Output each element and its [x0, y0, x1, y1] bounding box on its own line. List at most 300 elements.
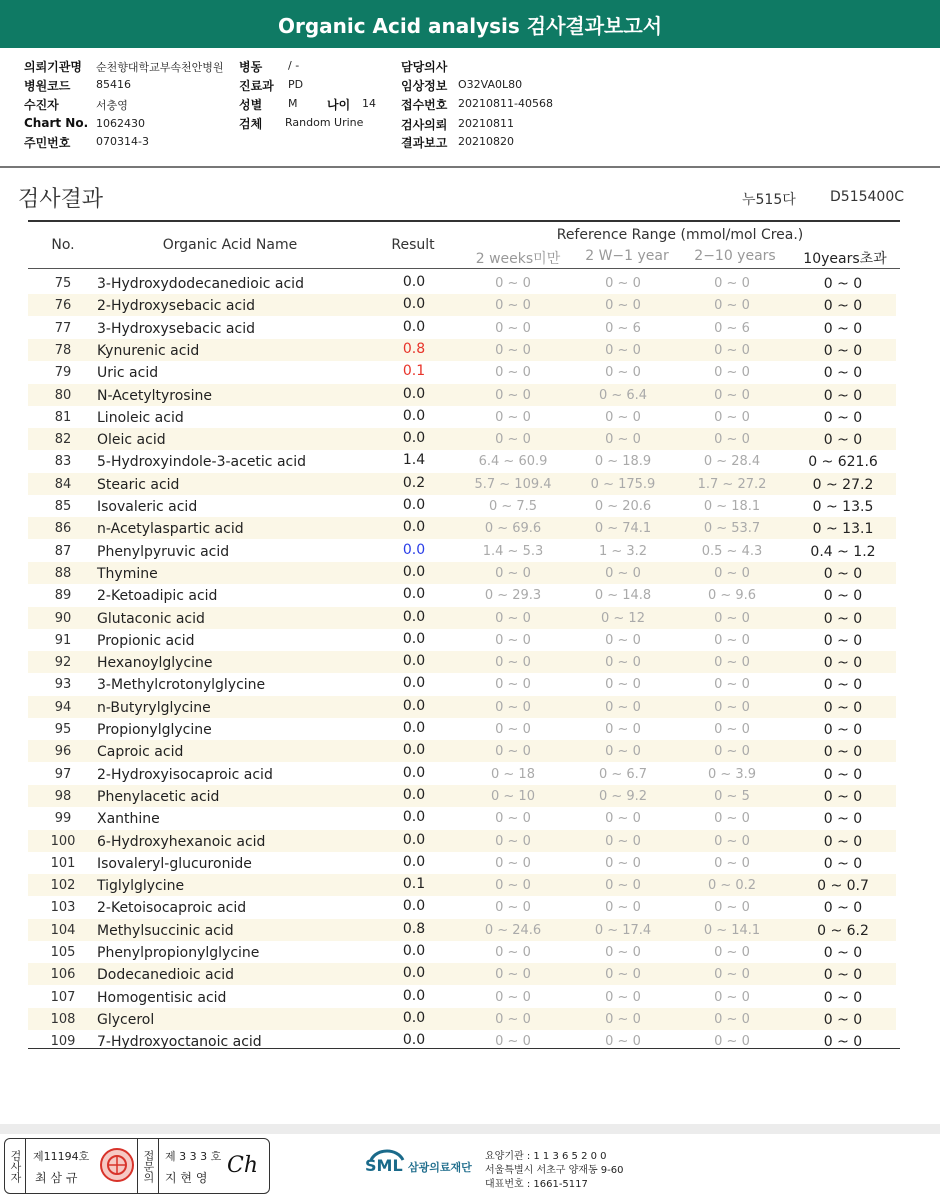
- table-row: [28, 673, 896, 695]
- reference-under-2-weeks: 0 ~ 0: [495, 566, 531, 581]
- table-row: [28, 450, 896, 472]
- reference-over-10-years: 0 ~ 0: [823, 298, 863, 314]
- hospital-code: 85416: [96, 78, 131, 91]
- signature-box: [4, 1138, 270, 1194]
- row-number: 100: [50, 834, 76, 849]
- reference-2-10-years: 0 ~ 6: [714, 321, 750, 336]
- reference-over-10-years: 0 ~ 0: [823, 856, 863, 872]
- reference-2-10-years: 0 ~ 0: [714, 722, 750, 737]
- acid-name: Propionylglycine: [97, 722, 212, 738]
- specimen: Random Urine: [285, 116, 364, 129]
- report-date: 20210820: [458, 135, 514, 148]
- reference-over-10-years: 0 ~ 0: [823, 388, 863, 404]
- row-number: 87: [54, 544, 72, 559]
- section-code-1: 누515다: [742, 192, 796, 208]
- result-value: 0.0: [402, 519, 426, 535]
- acid-name: 7-Hydroxyoctanoic acid: [97, 1034, 262, 1050]
- acid-name: 6-Hydroxyhexanoic acid: [97, 834, 266, 850]
- reference-under-2-weeks: 0 ~ 0: [495, 878, 531, 893]
- reference-under-2-weeks: 0 ~ 0: [495, 700, 531, 715]
- acid-name: 2-Ketoadipic acid: [97, 588, 218, 604]
- acid-name: Phenylpropionylglycine: [97, 945, 260, 961]
- row-number: 94: [54, 700, 72, 715]
- reference-2w-1-year: 0 ~ 12: [601, 611, 645, 626]
- reference-under-2-weeks: 0 ~ 29.3: [484, 588, 542, 603]
- reference-over-10-years: 0 ~ 0: [823, 744, 863, 760]
- row-number: 92: [54, 655, 72, 670]
- acid-name: Thymine: [97, 566, 158, 582]
- acid-name: 2-Hydroxysebacic acid: [97, 298, 255, 314]
- result-value: 0.0: [402, 898, 426, 914]
- reference-2-10-years: 0 ~ 0: [714, 655, 750, 670]
- table-row: [28, 919, 896, 941]
- reference-2w-1-year: 0 ~ 17.4: [594, 923, 652, 938]
- acid-name: Glutaconic acid: [97, 611, 205, 627]
- row-number: 77: [54, 321, 72, 336]
- result-value: 0.0: [402, 1010, 426, 1026]
- table-row: [28, 406, 896, 428]
- table-row: [28, 696, 896, 718]
- reference-2w-1-year: 0 ~ 0: [605, 655, 641, 670]
- row-number: 105: [50, 945, 76, 960]
- reference-2-10-years: 0 ~ 0: [714, 365, 750, 380]
- report-date-label: 결과보고: [401, 136, 448, 150]
- row-number: 99: [54, 811, 72, 826]
- reference-under-2-weeks: 0 ~ 18: [491, 767, 535, 782]
- table-row: [28, 1008, 896, 1030]
- row-number: 107: [50, 990, 76, 1005]
- acid-name: Stearic acid: [97, 477, 180, 493]
- chart-no: 1062430: [96, 117, 145, 130]
- row-number: 108: [50, 1012, 76, 1027]
- patient-info: [0, 48, 940, 168]
- reviewer-signature: Ch: [227, 1153, 259, 1178]
- department: PD: [288, 78, 304, 91]
- table-row: [28, 651, 896, 673]
- result-value: 0.0: [402, 832, 426, 848]
- table-row: [28, 986, 896, 1008]
- table-row: [28, 785, 896, 807]
- reference-over-10-years: 0 ~ 0: [823, 365, 863, 381]
- reference-under-2-weeks: 0 ~ 0: [495, 276, 531, 291]
- checker-name: 최 삼 규: [35, 1171, 78, 1185]
- reference-2w-1-year: 0 ~ 0: [605, 677, 641, 692]
- reference-over-10-years: 0 ~ 0: [823, 633, 863, 649]
- reference-2-10-years: 0 ~ 14.1: [703, 923, 761, 938]
- row-number: 109: [50, 1034, 76, 1049]
- reference-2-10-years: 0 ~ 0: [714, 811, 750, 826]
- reference-2-10-years: 0 ~ 0: [714, 744, 750, 759]
- reference-over-10-years: 0 ~ 0: [823, 789, 863, 805]
- reference-under-2-weeks: 0 ~ 0: [495, 967, 531, 982]
- reference-2-10-years: 0 ~ 5: [714, 789, 750, 804]
- acid-name: n-Butyrylglycine: [97, 700, 211, 716]
- table-row: [28, 763, 896, 785]
- acid-name: 3-Methylcrotonylglycine: [97, 677, 266, 693]
- result-value: 0.0: [402, 787, 426, 803]
- reference-2w-1-year: 1 ~ 3.2: [598, 544, 648, 559]
- table-row: [28, 740, 896, 762]
- specimen-label: 검체: [239, 117, 263, 131]
- row-number: 75: [54, 276, 72, 291]
- row-number: 90: [54, 611, 72, 626]
- reference-over-10-years: 0 ~ 6.2: [817, 923, 869, 939]
- request-date-label: 검사의뢰: [401, 118, 448, 132]
- patient-name: 서충영: [96, 99, 128, 112]
- result-value: 0.0: [402, 943, 426, 959]
- table-row: [28, 629, 896, 651]
- reference-over-10-years: 0 ~ 27.2: [812, 477, 874, 493]
- result-value: 0.0: [402, 720, 426, 736]
- result-value: 0.8: [402, 341, 426, 357]
- table-row: [28, 294, 896, 316]
- row-number: 80: [54, 388, 72, 403]
- acid-name: n-Acetylaspartic acid: [97, 521, 244, 537]
- table-row: [28, 317, 896, 339]
- reference-under-2-weeks: 0 ~ 24.6: [484, 923, 542, 938]
- reference-over-10-years: 0 ~ 0: [823, 900, 863, 916]
- result-value: 0.0: [402, 430, 426, 446]
- row-number: 85: [54, 499, 72, 514]
- reference-2w-1-year: 0 ~ 175.9: [590, 477, 656, 492]
- reference-over-10-years: 0 ~ 0: [823, 1012, 863, 1028]
- reference-2w-1-year: 0 ~ 6.7: [598, 767, 648, 782]
- reference-2w-1-year: 0 ~ 6.4: [598, 388, 648, 403]
- row-number: 86: [54, 521, 72, 536]
- acid-name: Uric acid: [97, 365, 159, 381]
- hospital-code-label: 병원코드: [24, 79, 71, 93]
- reference-under-2-weeks: 5.7 ~ 109.4: [474, 477, 552, 492]
- reference-over-10-years: 0 ~ 0: [823, 811, 863, 827]
- sex: M: [288, 97, 298, 110]
- reviewer-no: 제 3 3 3 호: [165, 1150, 222, 1163]
- result-value: 0.0: [402, 809, 426, 825]
- id-no-label: 주민번호: [24, 136, 71, 150]
- patient-label: 수진자: [24, 98, 59, 112]
- reference-2w-1-year: 0 ~ 0: [605, 1012, 641, 1027]
- acid-name: Isovaleric acid: [97, 499, 198, 515]
- reference-2-10-years: 0 ~ 0.2: [707, 878, 757, 893]
- reference-2w-1-year: 0 ~ 0: [605, 1034, 641, 1049]
- id-no: 070314-3: [96, 135, 149, 148]
- section-code-2: D515400C: [830, 189, 904, 205]
- header-rule: [28, 268, 900, 269]
- acid-name: 3-Hydroxydodecanedioic acid: [97, 276, 304, 292]
- reference-2-10-years: 1.7 ~ 27.2: [697, 477, 767, 492]
- acid-name: Isovaleryl-glucuronide: [97, 856, 252, 872]
- reference-2w-1-year: 0 ~ 0: [605, 900, 641, 915]
- table-row: [28, 272, 896, 294]
- reference-over-10-years: 0 ~ 0: [823, 945, 863, 961]
- acid-name: Homogentisic acid: [97, 990, 227, 1006]
- row-number: 89: [54, 588, 72, 603]
- reference-2w-1-year: 0 ~ 6: [605, 321, 641, 336]
- table-row: [28, 361, 896, 383]
- reference-over-10-years: 0.4 ~ 1.2: [810, 544, 876, 560]
- acid-name: Tiglylglycine: [97, 878, 185, 894]
- reference-under-2-weeks: 0 ~ 0: [495, 388, 531, 403]
- reference-under-2-weeks: 0 ~ 0: [495, 365, 531, 380]
- reviewer-label: 접문의: [137, 1139, 159, 1193]
- acid-name: Dodecanedioic acid: [97, 967, 235, 983]
- reference-under-2-weeks: 0 ~ 0: [495, 677, 531, 692]
- reference-2-10-years: 0 ~ 0: [714, 388, 750, 403]
- reference-under-2-weeks: 1.4 ~ 5.3: [482, 544, 544, 559]
- row-number: 76: [54, 298, 72, 313]
- result-value: 0.1: [402, 876, 426, 892]
- row-number: 79: [54, 365, 72, 380]
- report-title: Organic Acid analysis 검사결과보고서: [0, 0, 940, 48]
- row-number: 78: [54, 343, 72, 358]
- reference-under-2-weeks: 0 ~ 10: [491, 789, 535, 804]
- org-address: 서울특별시 서초구 양재동 9-60: [485, 1165, 624, 1176]
- reference-2w-1-year: 0 ~ 0: [605, 566, 641, 581]
- reference-2-10-years: 0 ~ 0: [714, 1012, 750, 1027]
- table-row: [28, 718, 896, 740]
- result-value: 0.0: [402, 274, 426, 290]
- reference-2-10-years: 0 ~ 0: [714, 834, 750, 849]
- reference-over-10-years: 0 ~ 0: [823, 834, 863, 850]
- reference-2-10-years: 0 ~ 0: [714, 900, 750, 915]
- header-age-3: 2−10 years: [694, 248, 776, 264]
- reference-over-10-years: 0 ~ 0: [823, 722, 863, 738]
- table-bottom-rule: [28, 1048, 900, 1049]
- sml-logo-text: SML: [365, 1156, 403, 1175]
- row-number: 81: [54, 410, 72, 425]
- reference-2w-1-year: 0 ~ 18.9: [594, 454, 652, 469]
- reference-2-10-years: 0 ~ 9.6: [707, 588, 757, 603]
- reference-2-10-years: 0 ~ 0: [714, 633, 750, 648]
- reference-over-10-years: 0 ~ 0: [823, 700, 863, 716]
- reference-under-2-weeks: 0 ~ 0: [495, 990, 531, 1005]
- reference-over-10-years: 0 ~ 0: [823, 1034, 863, 1050]
- reference-2-10-years: 0 ~ 0: [714, 276, 750, 291]
- reference-under-2-weeks: 0 ~ 0: [495, 432, 531, 447]
- checker-seal-icon: [98, 1146, 136, 1184]
- reference-2w-1-year: 0 ~ 0: [605, 700, 641, 715]
- reference-2w-1-year: 0 ~ 9.2: [598, 789, 648, 804]
- result-value: 0.1: [402, 363, 426, 379]
- row-number: 82: [54, 432, 72, 447]
- reference-2w-1-year: 0 ~ 0: [605, 276, 641, 291]
- reference-over-10-years: 0 ~ 621.6: [808, 454, 878, 470]
- result-value: 0.0: [402, 609, 426, 625]
- reference-2w-1-year: 0 ~ 0: [605, 722, 641, 737]
- table-row: [28, 517, 896, 539]
- result-value: 0.0: [402, 296, 426, 312]
- reference-2-10-years: 0 ~ 0: [714, 566, 750, 581]
- table-row: [28, 428, 896, 450]
- acid-name: Phenylacetic acid: [97, 789, 220, 805]
- reference-2w-1-year: 0 ~ 0: [605, 432, 641, 447]
- reference-under-2-weeks: 0 ~ 0: [495, 655, 531, 670]
- result-value: 0.0: [402, 542, 426, 558]
- row-number: 95: [54, 722, 72, 737]
- header-result: Result: [391, 237, 435, 253]
- table-row: [28, 874, 896, 896]
- result-value: 0.0: [402, 564, 426, 580]
- reference-2-10-years: 0 ~ 18.1: [703, 499, 761, 514]
- result-value: 0.0: [402, 698, 426, 714]
- row-number: 101: [50, 856, 76, 871]
- reference-2-10-years: 0 ~ 0: [714, 700, 750, 715]
- reference-under-2-weeks: 0 ~ 0: [495, 410, 531, 425]
- reference-2-10-years: 0 ~ 0: [714, 677, 750, 692]
- reference-under-2-weeks: 0 ~ 0: [495, 856, 531, 871]
- row-number: 91: [54, 633, 72, 648]
- reference-2w-1-year: 0 ~ 0: [605, 878, 641, 893]
- reference-2w-1-year: 0 ~ 0: [605, 365, 641, 380]
- table-row: [28, 495, 896, 517]
- table-row: [28, 562, 896, 584]
- table-row: [28, 852, 896, 874]
- table-row: [28, 584, 896, 606]
- result-value: 0.0: [402, 653, 426, 669]
- reference-2w-1-year: 0 ~ 0: [605, 967, 641, 982]
- reference-over-10-years: 0 ~ 0: [823, 611, 863, 627]
- age-label: 나이: [327, 98, 351, 112]
- row-number: 102: [50, 878, 76, 893]
- table-row: [28, 807, 896, 829]
- result-value: 0.0: [402, 497, 426, 513]
- row-number: 104: [50, 923, 76, 938]
- table-top-rule: [28, 220, 900, 222]
- reference-under-2-weeks: 0 ~ 0: [495, 1034, 531, 1049]
- reference-2w-1-year: 0 ~ 0: [605, 834, 641, 849]
- reference-over-10-years: 0 ~ 0: [823, 432, 863, 448]
- reference-under-2-weeks: 0 ~ 0: [495, 321, 531, 336]
- reference-under-2-weeks: 0 ~ 0: [495, 633, 531, 648]
- reference-2w-1-year: 0 ~ 0: [605, 856, 641, 871]
- request-date: 20210811: [458, 117, 514, 130]
- reference-under-2-weeks: 0 ~ 0: [495, 811, 531, 826]
- reference-under-2-weeks: 0 ~ 0: [495, 744, 531, 759]
- reference-2-10-years: 0 ~ 0: [714, 990, 750, 1005]
- reference-under-2-weeks: 0 ~ 0: [495, 611, 531, 626]
- header-reference: Reference Range (mmol/mol Crea.): [556, 227, 804, 243]
- result-value: 0.0: [402, 988, 426, 1004]
- reference-2w-1-year: 0 ~ 0: [605, 633, 641, 648]
- table-row: [28, 941, 896, 963]
- acid-name: 2-Hydroxyisocaproic acid: [97, 767, 273, 783]
- reference-2-10-years: 0.5 ~ 4.3: [701, 544, 763, 559]
- requesting-institution: 순천향대학교부속천안병원: [96, 61, 224, 74]
- reference-2-10-years: 0 ~ 0: [714, 298, 750, 313]
- reference-under-2-weeks: 0 ~ 0: [495, 834, 531, 849]
- acid-name: Propionic acid: [97, 633, 195, 649]
- reference-2w-1-year: 0 ~ 0: [605, 343, 641, 358]
- reference-over-10-years: 0 ~ 13.1: [812, 521, 874, 537]
- age: 14: [362, 97, 376, 110]
- reference-2w-1-year: 0 ~ 0: [605, 410, 641, 425]
- acid-name: Hexanoylglycine: [97, 655, 213, 671]
- reference-2-10-years: 0 ~ 28.4: [703, 454, 761, 469]
- acid-name: Oleic acid: [97, 432, 166, 448]
- reference-under-2-weeks: 0 ~ 0: [495, 298, 531, 313]
- result-value: 0.0: [402, 1032, 426, 1048]
- acid-name: 5-Hydroxyindole-3-acetic acid: [97, 454, 307, 470]
- header-age-1: 2 weeks미만: [475, 251, 561, 267]
- reviewer-name: 지 현 영: [165, 1171, 208, 1185]
- reference-2-10-years: 0 ~ 0: [714, 1034, 750, 1049]
- acid-name: Caproic acid: [97, 744, 184, 760]
- result-value: 1.4: [402, 452, 426, 468]
- row-number: 96: [54, 744, 72, 759]
- reference-over-10-years: 0 ~ 0: [823, 990, 863, 1006]
- department-label: 진료과: [239, 79, 274, 93]
- table-row: [28, 540, 896, 562]
- result-value: 0.0: [402, 965, 426, 981]
- reference-2-10-years: 0 ~ 0: [714, 945, 750, 960]
- result-value: 0.2: [402, 475, 426, 491]
- acid-name: 2-Ketoisocaproic acid: [97, 900, 247, 916]
- reference-under-2-weeks: 0 ~ 0: [495, 343, 531, 358]
- header-name: Organic Acid Name: [162, 237, 298, 253]
- reference-over-10-years: 0 ~ 0: [823, 677, 863, 693]
- acid-name: Phenylpyruvic acid: [97, 544, 230, 560]
- table-row: [28, 896, 896, 918]
- reference-2w-1-year: 0 ~ 20.6: [594, 499, 652, 514]
- header-no: No.: [51, 237, 75, 253]
- header-age-4: 10years초과: [803, 251, 887, 267]
- reference-2w-1-year: 0 ~ 0: [605, 945, 641, 960]
- org-name: 삼광의료재단: [408, 1161, 472, 1174]
- requesting-institution-label: 의뢰기관명: [24, 60, 82, 74]
- acid-name: Glycerol: [97, 1012, 155, 1028]
- reference-2w-1-year: 0 ~ 0: [605, 990, 641, 1005]
- reference-over-10-years: 0 ~ 0: [823, 767, 863, 783]
- footer-divider: [0, 1124, 940, 1134]
- reference-over-10-years: 0 ~ 0: [823, 276, 863, 292]
- result-value: 0.0: [402, 408, 426, 424]
- institution-no: 요양기관 : 1 1 3 6 5 2 0 0: [485, 1151, 607, 1162]
- reference-over-10-years: 0 ~ 0: [823, 588, 863, 604]
- reference-under-2-weeks: 0 ~ 0: [495, 900, 531, 915]
- acid-name: N-Acetyltyrosine: [97, 388, 212, 404]
- result-value: 0.0: [402, 631, 426, 647]
- row-number: 84: [54, 477, 72, 492]
- reference-2-10-years: 0 ~ 0: [714, 967, 750, 982]
- reference-under-2-weeks: 0 ~ 0: [495, 1012, 531, 1027]
- result-value: 0.0: [402, 765, 426, 781]
- reference-over-10-years: 0 ~ 0: [823, 410, 863, 426]
- row-number: 88: [54, 566, 72, 581]
- reference-under-2-weeks: 0 ~ 0: [495, 945, 531, 960]
- reference-2-10-years: 0 ~ 0: [714, 611, 750, 626]
- ward-label: 병동: [239, 60, 263, 74]
- reference-over-10-years: 0 ~ 0: [823, 967, 863, 983]
- result-value: 0.8: [402, 921, 426, 937]
- chart-no-label: Chart No.: [24, 116, 89, 130]
- reference-under-2-weeks: 0 ~ 7.5: [488, 499, 538, 514]
- doctor-label: 담당의사: [401, 60, 448, 74]
- result-value: 0.0: [402, 319, 426, 335]
- section-title: 검사결과: [18, 187, 104, 212]
- row-number: 97: [54, 767, 72, 782]
- reference-2w-1-year: 0 ~ 0: [605, 811, 641, 826]
- result-value: 0.0: [402, 742, 426, 758]
- reference-over-10-years: 0 ~ 0.7: [817, 878, 869, 894]
- org-phone: 대표번호 : 1661-5117: [485, 1179, 588, 1190]
- table-row: [28, 607, 896, 629]
- reference-2-10-years: 0 ~ 0: [714, 410, 750, 425]
- table-row: [28, 473, 896, 495]
- reference-under-2-weeks: 0 ~ 0: [495, 722, 531, 737]
- reference-2w-1-year: 0 ~ 0: [605, 298, 641, 313]
- reference-2w-1-year: 0 ~ 0: [605, 744, 641, 759]
- row-number: 98: [54, 789, 72, 804]
- acid-name: Kynurenic acid: [97, 343, 200, 359]
